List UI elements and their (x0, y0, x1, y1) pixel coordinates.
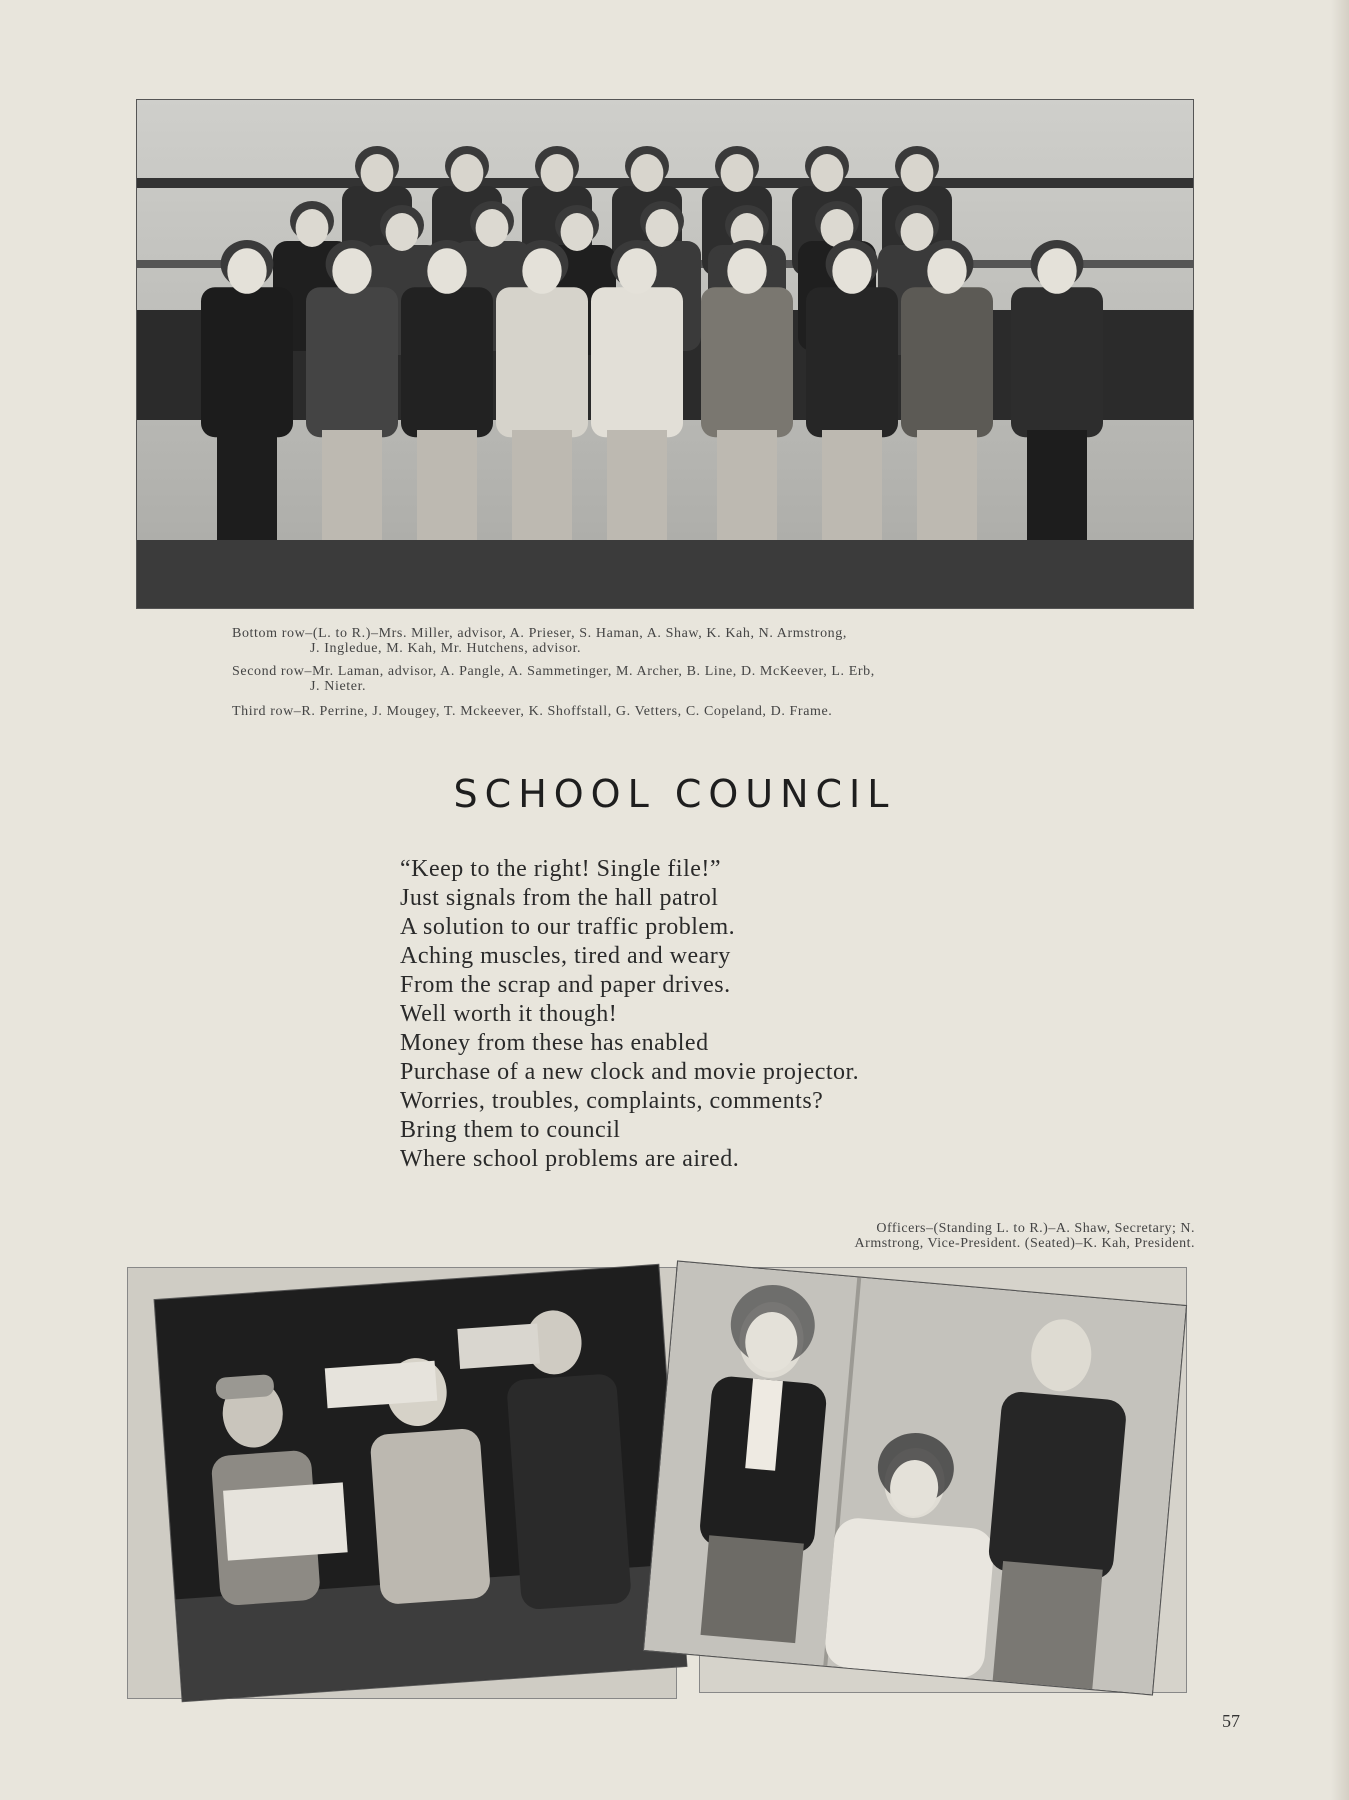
poem-line: Aching muscles, tired and weary (400, 943, 731, 969)
caption-second-row-line2: J. Nieter. (310, 679, 367, 694)
poem-line: Purchase of a new clock and movie projector. (400, 1059, 860, 1085)
caption-bottom-row (232, 626, 1112, 656)
caption-third-row-line1: Third row–R. Perrine, J. Mougey, T. Mckeever, K. Shoffstall, G. Vetters, C. Copeland, D. Frame. (232, 704, 833, 719)
officers-caption-line1: Officers–(Standing L. to R.)–A. Shaw, Secretary; N. (876, 1221, 1195, 1236)
officers-caption (740, 1221, 1195, 1251)
front-row-legs (717, 430, 777, 540)
front-row-legs (822, 430, 882, 540)
poem (400, 855, 960, 1174)
officers-caption-line2: Armstrong, Vice-President. (Seated)–K. Kah, President. (854, 1236, 1195, 1251)
front-row-legs (512, 430, 572, 540)
front-row-legs (917, 430, 977, 540)
poem-line: “Keep to the right! Single file!” (400, 856, 722, 882)
caption-third-row (232, 704, 1112, 719)
poem-line: Bring them to council (400, 1117, 621, 1143)
officers-photo-image (644, 1262, 1186, 1695)
front-row-legs (1027, 430, 1087, 540)
front-row-legs (607, 430, 667, 540)
scrap-drive-photo-image (155, 1265, 687, 1701)
front-row-legs (217, 430, 277, 540)
front-row-legs (417, 430, 477, 540)
caption-second-row (232, 664, 1112, 694)
caption-bottom-row-line1: Bottom row–(L. to R.)–Mrs. Miller, advisor, A. Prieser, S. Haman, A. Shaw, K. Kah, N. Armstrong, (232, 626, 847, 641)
caption-bottom-row-line2: J. Ingledue, M. Kah, Mr. Hutchens, advisor. (310, 641, 582, 656)
group-photo (137, 100, 1193, 608)
caption-second-row-line1: Second row–Mr. Laman, advisor, A. Pangle, A. Sammetinger, M. Archer, B. Line, D. McKeever, L. Erb, (232, 664, 875, 679)
poem-line: Worries, troubles, complaints, comments? (400, 1088, 824, 1114)
page-title: SCHOOL COUNCIL (453, 772, 896, 816)
front-row-legs (322, 430, 382, 540)
poem-line: Where school problems are aired. (400, 1146, 740, 1172)
officers-photo (644, 1262, 1186, 1695)
poem-line: Money from these has enabled (400, 1030, 709, 1056)
group-photo-image (137, 100, 1193, 608)
poem-line: Well worth it though! (400, 1001, 618, 1027)
poem-line: From the scrap and paper drives. (400, 972, 731, 998)
page-number: 57 (1222, 1711, 1240, 1731)
poem-line: Just signals from the hall patrol (400, 885, 719, 911)
poem-line: A solution to our traffic problem. (400, 914, 736, 940)
page-edge-shadow (1331, 0, 1349, 1800)
scrap-drive-photo (155, 1265, 687, 1701)
